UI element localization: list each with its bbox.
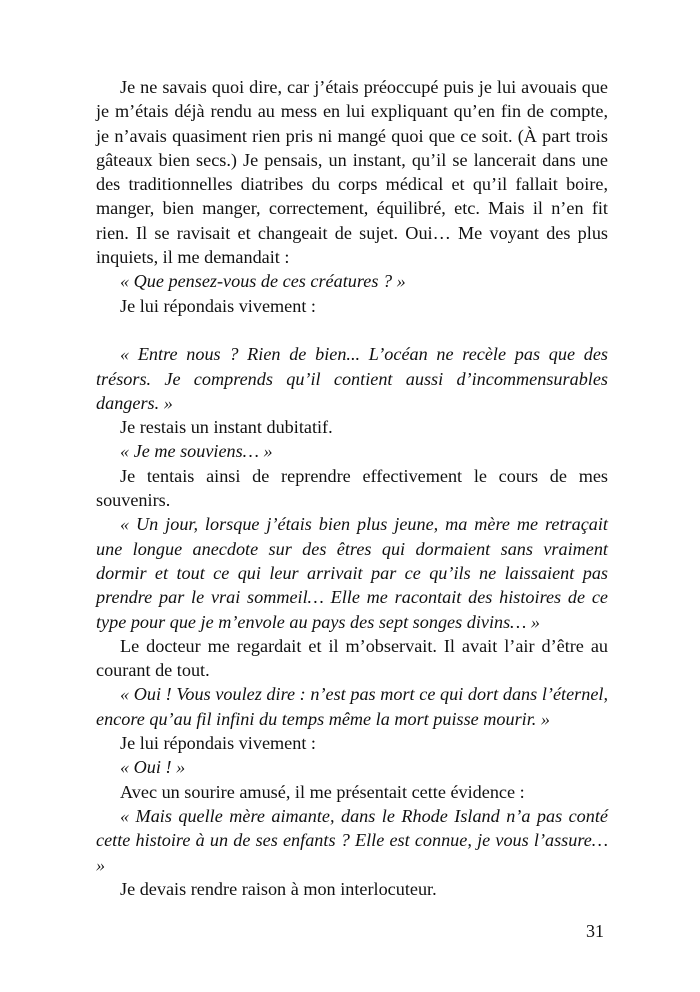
paragraph-dialogue-7: « Mais quelle mère aimante, dans le Rhode Island n’a pas conté cette histoire à un de ses enfants ? Elle est connue, je vous l’assure… » — [96, 805, 608, 875]
paragraph-narration-4: Je tentais ainsi de reprendre effectivement le cours de mes souvenirs. — [96, 465, 608, 511]
paragraph-narration-8: Je devais rendre raison à mon interlocuteur. — [120, 878, 437, 899]
paragraph-dialogue-1: « Que pensez-vous de ces créatures ? » — [120, 271, 406, 292]
paragraph-gap — [96, 318, 608, 342]
paragraph-narration-6: Je lui répondais vivement : — [120, 733, 316, 754]
paragraph-narration-5: Le docteur me regardait et il m’observait. Il avait l’air d’être au courant de tout. — [96, 635, 608, 681]
paragraph-dialogue-2: « Entre nous ? Rien de bien... L’océan ne recèle pas que des trésors. Je comprends qu’il contient aussi d’incommensurables dangers. » — [96, 344, 608, 413]
paragraph-narration-2: Je lui répondais vivement : — [120, 295, 316, 316]
paragraph-dialogue-6: « Oui ! » — [120, 757, 186, 778]
paragraph-dialogue-4: « Un jour, lorsque j’étais bien plus jeune, ma mère me retraçait une longue anecdote sur des êtres qui dormaient sans vraiment dormir et tout ce qui leur arrivait par ce qu’ils ne laissaient pas prendre par le vrai sommeil… Elle me racontait des histoires de ce type pour que je m’envole au pays des sept songes divins… » — [96, 514, 608, 632]
paragraph-narration-7: Avec un sourire amusé, il me présentait cette évidence : — [120, 781, 525, 802]
paragraph-narration-1: Je ne savais quoi dire, car j’étais préoccupé puis je lui avouais que je m’étais déjà rendu au mess en lui expliquant qu’en fin de compte, je n’avais quasiment rien pris ni mangé quoi que ce soit. (À part trois gâteaux bien secs.) Je pensais, un instant, qu’il se lancerait dans une des traditionnelles diatribes du corps médical et qu’il fallait boire, manger, bien manger, correctement, équilibré, etc. Mais il n’en fit rien. Il se ravisait et changeait de sujet. Oui… Me voyant des plus inquiets, il me demandait : — [96, 77, 608, 268]
page-number: 31 — [586, 921, 604, 941]
body-text — [96, 75, 608, 901]
paragraph-dialogue-3: « Je me souviens… » — [120, 441, 273, 462]
paragraph-dialogue-5: « Oui ! Vous voulez dire : n’est pas mort ce qui dort dans l’éternel, encore qu’au fil infini du temps même la mort puisse mourir. » — [96, 684, 608, 729]
paragraph-narration-3: Je restais un instant dubitatif. — [120, 417, 333, 438]
